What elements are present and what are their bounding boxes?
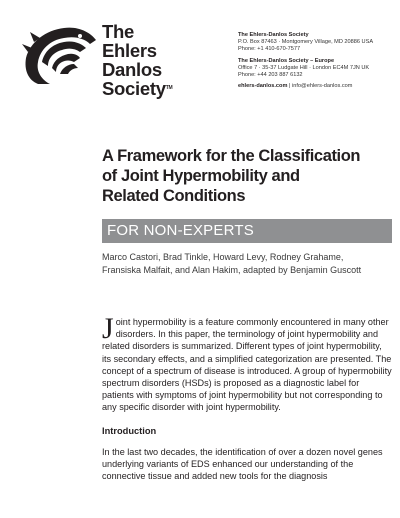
- zebra-logo-icon: [20, 22, 100, 88]
- us-org-name: The Ehlers-Danlos Society: [238, 32, 309, 38]
- website-link[interactable]: ehlers-danlos.com: [238, 83, 288, 90]
- authors-line: Marco Castori, Brad Tinkle, Howard Levy, Rodney Grahame,: [102, 252, 344, 262]
- trademark-mark: TM: [165, 85, 173, 91]
- society-logo: [20, 16, 200, 99]
- author-list: [102, 251, 392, 277]
- europe-phone: Phone: +44 203 887 6132: [238, 72, 303, 79]
- logo-line: Danlos: [102, 59, 162, 80]
- contact-block: [238, 32, 388, 90]
- logo-line: The: [102, 21, 134, 42]
- title-line: Related Conditions: [102, 187, 246, 205]
- europe-org-name: The Ehlers-Danlos Society – Europe: [238, 57, 335, 64]
- logo-line: Ehlers: [102, 40, 157, 61]
- us-phone: Phone: +1 410-670-7577: [238, 46, 301, 53]
- introduction-paragraph: In the last two decades, the identification of over a dozen novel genes underlying variants of EDS enhanced our understanding of the connective tissue and added new tools for the diagnosis: [102, 447, 383, 482]
- title-line: A Framework for the Classification: [102, 147, 361, 165]
- drop-cap: J: [102, 312, 114, 345]
- email-link[interactable]: | info@ehlers-danlos.com: [289, 83, 353, 90]
- abstract-text: oint hypermobility is a feature commonly encountered in many other disorders. In this paper, the terminology of joint hypermobility and related disorders is summarized. Different types of joint hypermobility, its secondary effects, and a simplified categorization are presented. The concept of a spectrum of disease is introduced. A group of hypermobility spectrum disorders (HSDs) is proposed as a diagnostic label for patients with symptoms of joint hypermobility but not corresponding to any specific disorder with joint hypermobility.: [102, 317, 392, 413]
- title-line: of Joint Hypermobility and: [102, 167, 300, 185]
- abstract-paragraph: [102, 312, 392, 414]
- europe-address: Office 7 · 35-37 Ludgate Hill · London EC4M 7JN UK: [238, 64, 370, 71]
- logo-line-text: Society: [102, 78, 166, 99]
- authors-line: Fransiska Malfait, and Alan Hakim, adapted by Benjamin Guscott: [102, 265, 362, 275]
- logo-wordmark: [102, 22, 172, 98]
- audience-banner: FOR NON-EXPERTS: [102, 219, 392, 243]
- section-heading: Introduction: [102, 426, 157, 436]
- logo-line: [102, 79, 172, 98]
- document-title: [102, 146, 392, 206]
- web-contact: [238, 83, 388, 90]
- us-address: P.O. Box 87463 · Montgomery Village, MD 20886 USA: [238, 39, 374, 46]
